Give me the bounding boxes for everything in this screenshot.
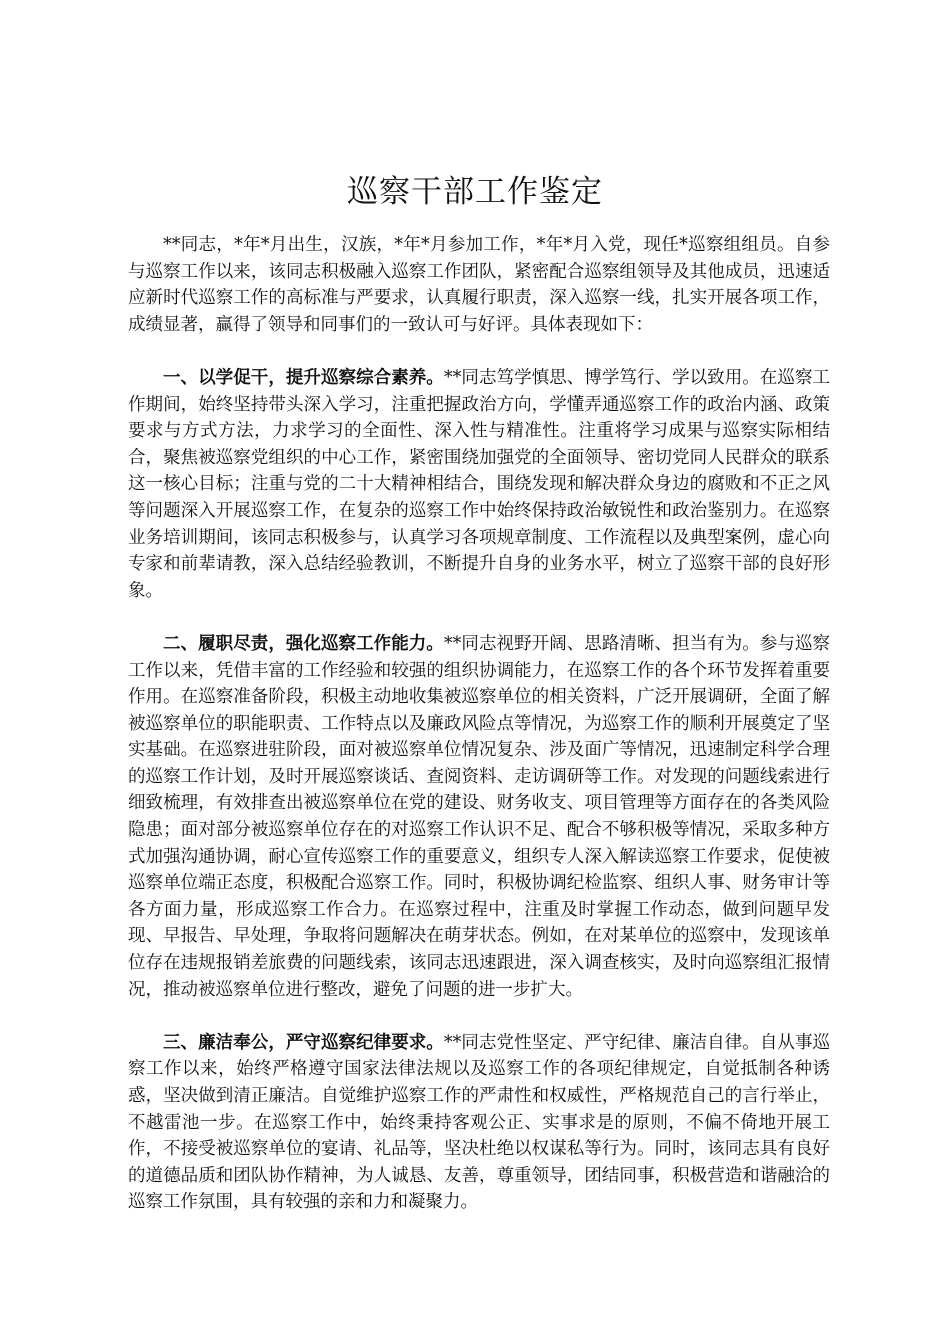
section-paragraph-2 (128, 631, 830, 1003)
section-heading-3: 三、廉洁奉公，严守巡察纪律要求。 (163, 1032, 444, 1053)
intro-paragraph: **同志，*年*月出生，汉族，*年*月参加工作，*年*月入党，现任*巡察组组员。自参与巡察工作以来，该同志积极融入巡察工作团队，紧密配合巡察组领导及其他成员，迅速适应新时代巡察工作的高标准与严要求，认真履行职责，深入巡察一线，扎实开展各项工作，成绩显著，赢得了领导和同事们的一致认可与好评。具体表现如下： (128, 235, 830, 335)
section-text-1: **同志笃学慎思、博学笃行、学以致用。在巡察工作期间，始终坚持带头深入学习，注重把握政治方向，学懂弄通巡察工作的政治内涵、政策要求与方式方法，力求学习的全面性、深入性与精准性。注重将学习成果与巡察实际相结合，聚焦被巡察党组织的中心工作，紧密围绕加强党的全面领导、密切党同人民群众的联系这一核心目标；注重与党的二十大精神相结合，围绕发现和解决群众身边的腐败和不正之风等问题深入开展巡察工作，在复杂的巡察工作中始终保持政治敏锐性和政治鉴别力。在巡察业务培训期间，该同志积极参与，认真学习各项规章制度、工作流程以及典型案例，虚心向专家和前辈请教，深入总结经验教训，不断提升自身的业务水平，树立了巡察干部的良好形象。 (128, 367, 831, 601)
section-paragraph-3 (128, 1030, 830, 1216)
document-title: 巡察干部工作鉴定 (347, 174, 603, 210)
section-text-2: **同志视野开阔、思路清晰、担当有为。参与巡察工作以来，凭借丰富的工作经验和较强的组织协调能力，在巡察工作的各个环节发挥着重要作用。在巡察准备阶段，积极主动地收集被巡察单位的相关资料，广泛开展调研，全面了解被巡察单位的职能职责、工作特点以及廉政风险点等情况，为巡察工作的顺利开展奠定了坚实基础。在巡察进驻阶段，面对被巡察单位情况复杂、涉及面广等情况，迅速制定科学合理的巡察工作计划，及时开展巡察谈话、查阅资料、走访调研等工作。对发现的问题线索进行细致梳理，有效排查出被巡察单位在党的建设、财务收支、项目管理等方面存在的各类风险隐患；面对部分被巡察单位存在的对巡察工作认识不足、配合不够积极等情况，采取多种方式加强沟通协调，耐心宣传巡察工作的重要意义，组织专人深入解读巡察工作要求，促使被巡察单位端正态度，积极配合巡察工作。同时，积极协调纪检监察、组织人事、财务审计等各方面力量，形成巡察工作合力。在巡察过程中，注重及时掌握工作动态，做到问题早发现、早报告、早处理，争取将问题解决在萌芽状态。例如，在对某单位的巡察中，发现该单位存在违规报销差旅费的问题线索，该同志迅速跟进，深入调查核实，及时向巡察组汇报情况，推动被巡察单位进行整改，避免了问题的进一步扩大。 (128, 633, 831, 1000)
section-heading-2: 二、履职尽责，强化巡察工作能力。 (163, 633, 444, 654)
section-text-3: **同志党性坚定、严守纪律、廉洁自律。自从事巡察工作以来，始终严格遵守国家法律法规以及巡察工作的各项纪律规定，自觉抵制各种诱惑，坚决做到清正廉洁。自觉维护巡察工作的严肃性和权威性，严格规范自己的言行举止，不越雷池一步。在巡察工作中，始终秉持客观公正、实事求是的原则，不偏不倚地开展工作，不接受被巡察单位的宴请、礼品等，坚决杜绝以权谋私等行为。同时，该同志具有良好的道德品质和团队协作精神，为人诚恳、友善，尊重领导，团结同事，积极营造和谐融洽的巡察工作氛围，具有较强的亲和力和凝聚力。 (128, 1032, 831, 1213)
section-heading-1: 一、以学促干，提升巡察综合素养。 (163, 367, 444, 388)
section-paragraph-1 (128, 365, 830, 604)
document-body (128, 232, 830, 1243)
